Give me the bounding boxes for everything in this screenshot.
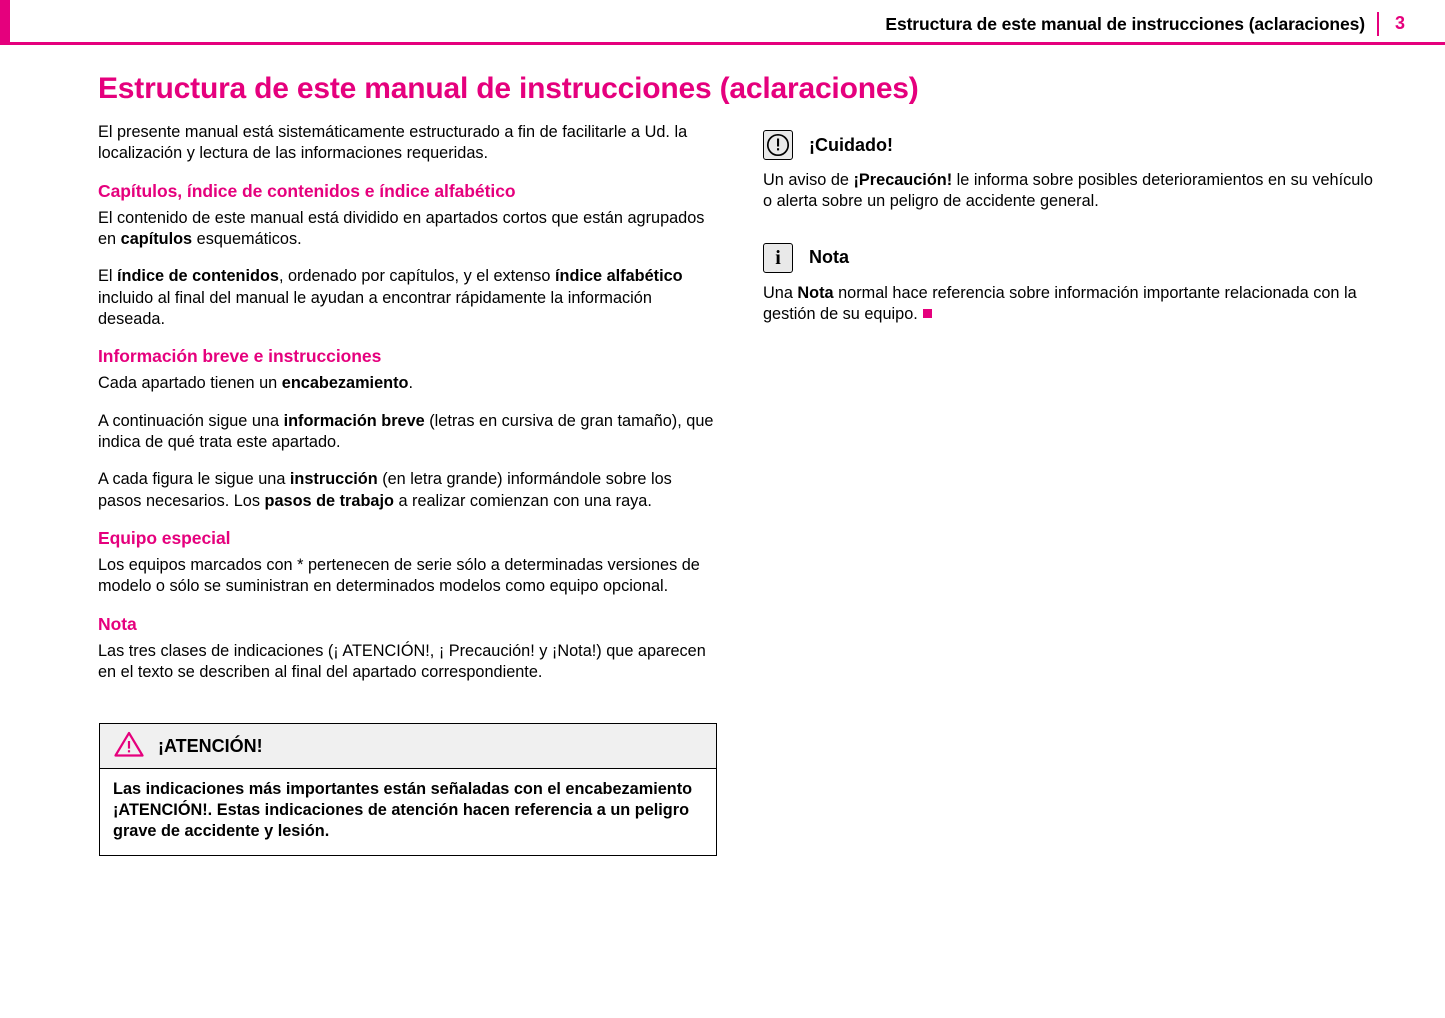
page-title: Estructura de este manual de instrucciones (aclaraciones) bbox=[98, 72, 919, 105]
notice-title: ¡Cuidado! bbox=[809, 134, 893, 155]
notice-header bbox=[763, 130, 1383, 160]
warning-box bbox=[99, 723, 717, 856]
warning-box-header bbox=[100, 724, 716, 769]
section-heading: Capítulos, índice de contenidos e índice alfabético bbox=[98, 180, 516, 201]
section-equipo-especial bbox=[98, 528, 718, 598]
info-note-icon bbox=[763, 243, 793, 273]
header-accent-bar bbox=[0, 0, 10, 45]
right-column bbox=[763, 130, 1383, 355]
section-heading: Equipo especial bbox=[98, 528, 231, 549]
header-rule bbox=[0, 42, 1445, 45]
notice-nota bbox=[763, 243, 1383, 326]
section-heading: Información breve e instrucciones bbox=[98, 346, 382, 367]
end-of-section-marker bbox=[923, 309, 932, 318]
warning-triangle-icon bbox=[114, 731, 144, 762]
section-paragraph: A cada figura le sigue una instrucción (en letra grande) informándole sobre los pasos necesarios. Los pasos de trabajo a realizar comienzan con una raya. bbox=[98, 470, 672, 510]
page-number: 3 bbox=[1394, 13, 1405, 33]
warning-box-body: Las indicaciones más importantes están señaladas con el encabezamiento ¡ATENCIÓN!. Estas indicaciones de atención hacen referencia a un peligro grave de accidente y lesión. bbox=[113, 780, 693, 841]
info-note-icon-glyph: i bbox=[775, 246, 781, 269]
notice-title: Nota bbox=[809, 247, 849, 268]
intro-paragraph: El presente manual está sistemáticamente estructurado a fin de facilitarle a Ud. la localización y lectura de las informaciones requeridas. bbox=[98, 123, 688, 163]
section-informacion-breve bbox=[98, 346, 718, 512]
section-paragraph: Los equipos marcados con * pertenecen de serie sólo a determinadas versiones de modelo o sólo se suministran en determinados modelos como equipo opcional. bbox=[98, 556, 700, 596]
notice-header bbox=[763, 243, 1383, 273]
header-separator bbox=[1377, 12, 1379, 36]
section-paragraph: Las tres clases de indicaciones (¡ ATENCIÓN!, ¡ Precaución! y ¡Nota!) que aparecen en el texto se describen al final del apartado correspondiente. bbox=[98, 641, 706, 682]
warning-box-title: ¡ATENCIÓN! bbox=[158, 735, 263, 756]
section-heading: Nota bbox=[98, 613, 137, 634]
page-header bbox=[0, 0, 1445, 44]
header-title: Estructura de este manual de instrucciones (aclaraciones) bbox=[885, 14, 1365, 34]
section-paragraph: El contenido de este manual está dividido en apartados cortos que están agrupados en capítulos esquemáticos. bbox=[98, 208, 705, 249]
notice-body: Una Nota normal hace referencia sobre información importante relacionada con la gestión de su equipo. bbox=[763, 283, 1357, 324]
notice-body: Un aviso de ¡Precaución! le informa sobre posibles deterioramientos en su vehículo o alerta sobre un peligro de accidente general. bbox=[763, 171, 1373, 211]
notice-cuidado bbox=[763, 130, 1383, 213]
left-column bbox=[98, 122, 718, 700]
section-paragraph: A continuación sigue una información breve (letras en cursiva de gran tamaño), que indica de qué trata este apartado. bbox=[98, 411, 714, 452]
section-paragraph: Cada apartado tienen un encabezamiento. bbox=[98, 374, 413, 393]
section-nota bbox=[98, 614, 718, 684]
caution-circle-icon bbox=[763, 130, 793, 160]
section-capitulos bbox=[98, 181, 718, 331]
section-paragraph: El índice de contenidos, ordenado por capítulos, y el extenso índice alfabético incluido al final del manual le ayudan a encontrar rápidamente la información deseada. bbox=[98, 267, 683, 329]
